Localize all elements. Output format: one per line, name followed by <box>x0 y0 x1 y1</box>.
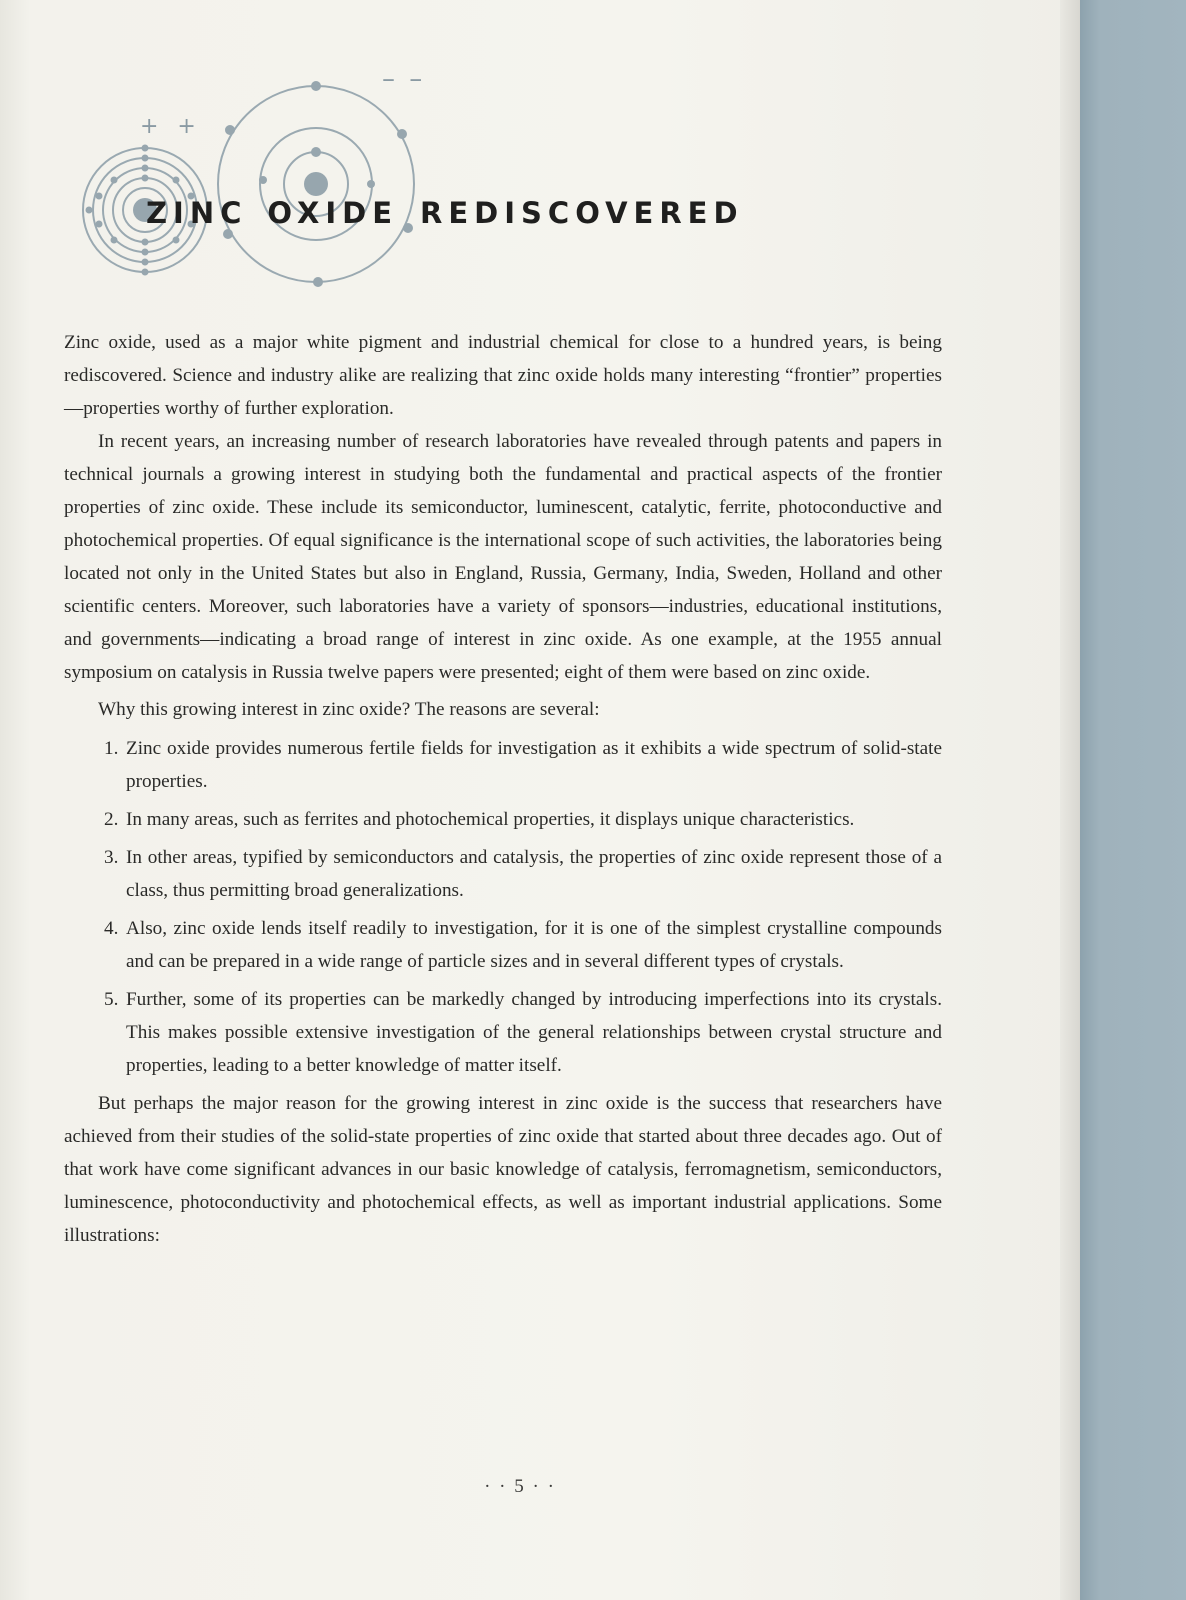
list-item-number: 3. <box>104 847 119 868</box>
list-item <box>64 732 942 798</box>
paragraph-intro: Zinc oxide, used as a major white pigment and industrial chemical for close to a hundred years, is being rediscovered. Science and industry alike are realizing that zinc oxide holds many interesting “frontier” properties—properties worthy of further exploration. <box>64 332 942 419</box>
paragraph-conclusion: But perhaps the major reason for the growing interest in zinc oxide is the success that researchers have achieved from their studies of the solid-state properties of zinc oxide that started about three decades ago. Out of that work have come significant advances in our basic knowledge of catalysis, ferromagnetism, semiconductors, luminescence, photoconductivity and photochemical effects, as well as important industrial applications. Some illustrations: <box>64 1093 942 1246</box>
paragraph-research: In recent years, an increasing number of research laboratories have revealed through patents and papers in technical journals a growing interest in studying both the fundamental and practical aspects of the frontier properties of zinc oxide. These include its semiconductor, luminescent, catalytic, ferrite, photoconductive and photochemical properties. Of equal significance is the international scope of such activities, the laboratories being located not only in the United States but also in England, Russia, Germany, India, Sweden, Holland and other scientific centers. Moreover, such laboratories have a variety of sponsors—industries, educational institutions, and governments—indicating a broad range of interest in zinc oxide. As one example, at the 1955 annual symposium on catalysis in Russia twelve papers were presented; eight of them were based on zinc oxide. <box>64 431 942 683</box>
list-item <box>64 912 942 978</box>
list-item-text: Also, zinc oxide lends itself readily to investigation, for it is one of the simplest crystalline compounds and can be prepared in a wide range of particle sizes and in several different types of crystals. <box>126 918 942 972</box>
list-item-number: 2. <box>104 809 119 830</box>
page-edge-shadow <box>1060 0 1082 1600</box>
article-body <box>64 326 942 1252</box>
page-title <box>146 196 744 230</box>
title-word-rediscovered: REDISCOVERED <box>420 196 744 230</box>
title-word-oxide: OXIDE <box>267 196 399 230</box>
list-item <box>64 983 942 1082</box>
page-number: · · 5 · · <box>484 1476 556 1497</box>
reasons-list <box>64 732 942 1082</box>
list-item <box>64 803 942 836</box>
paragraph-question: Why this growing interest in zinc oxide? The reasons are several: <box>98 699 600 720</box>
list-item-text: Zinc oxide provides numerous fertile fields for investigation as it exhibits a wide spectrum of solid-state properties. <box>126 738 942 792</box>
atom-orbit-icon <box>80 78 440 308</box>
list-item-text: Further, some of its properties can be markedly changed by introducing imperfections into its crystals. This makes possible extensive investigation of the general relationships between crystal structure and properties, leading to a better knowledge of matter itself. <box>126 989 942 1076</box>
list-item-text: In other areas, typified by semiconductors and catalysis, the properties of zinc oxide represent those of a class, thus permitting broad generalizations. <box>126 847 942 901</box>
book-cover-edge <box>1080 0 1186 1600</box>
list-item-number: 5. <box>104 989 119 1010</box>
list-item-number: 4. <box>104 918 119 939</box>
title-word-zinc: ZINC <box>146 196 248 230</box>
list-item-number: 1. <box>104 738 119 759</box>
list-item <box>64 841 942 907</box>
list-item-text: In many areas, such as ferrites and photochemical properties, it displays unique characteristics. <box>126 809 855 830</box>
minus-charge-decoration: – – <box>382 64 426 94</box>
plus-charge-decoration: + + <box>140 114 202 139</box>
